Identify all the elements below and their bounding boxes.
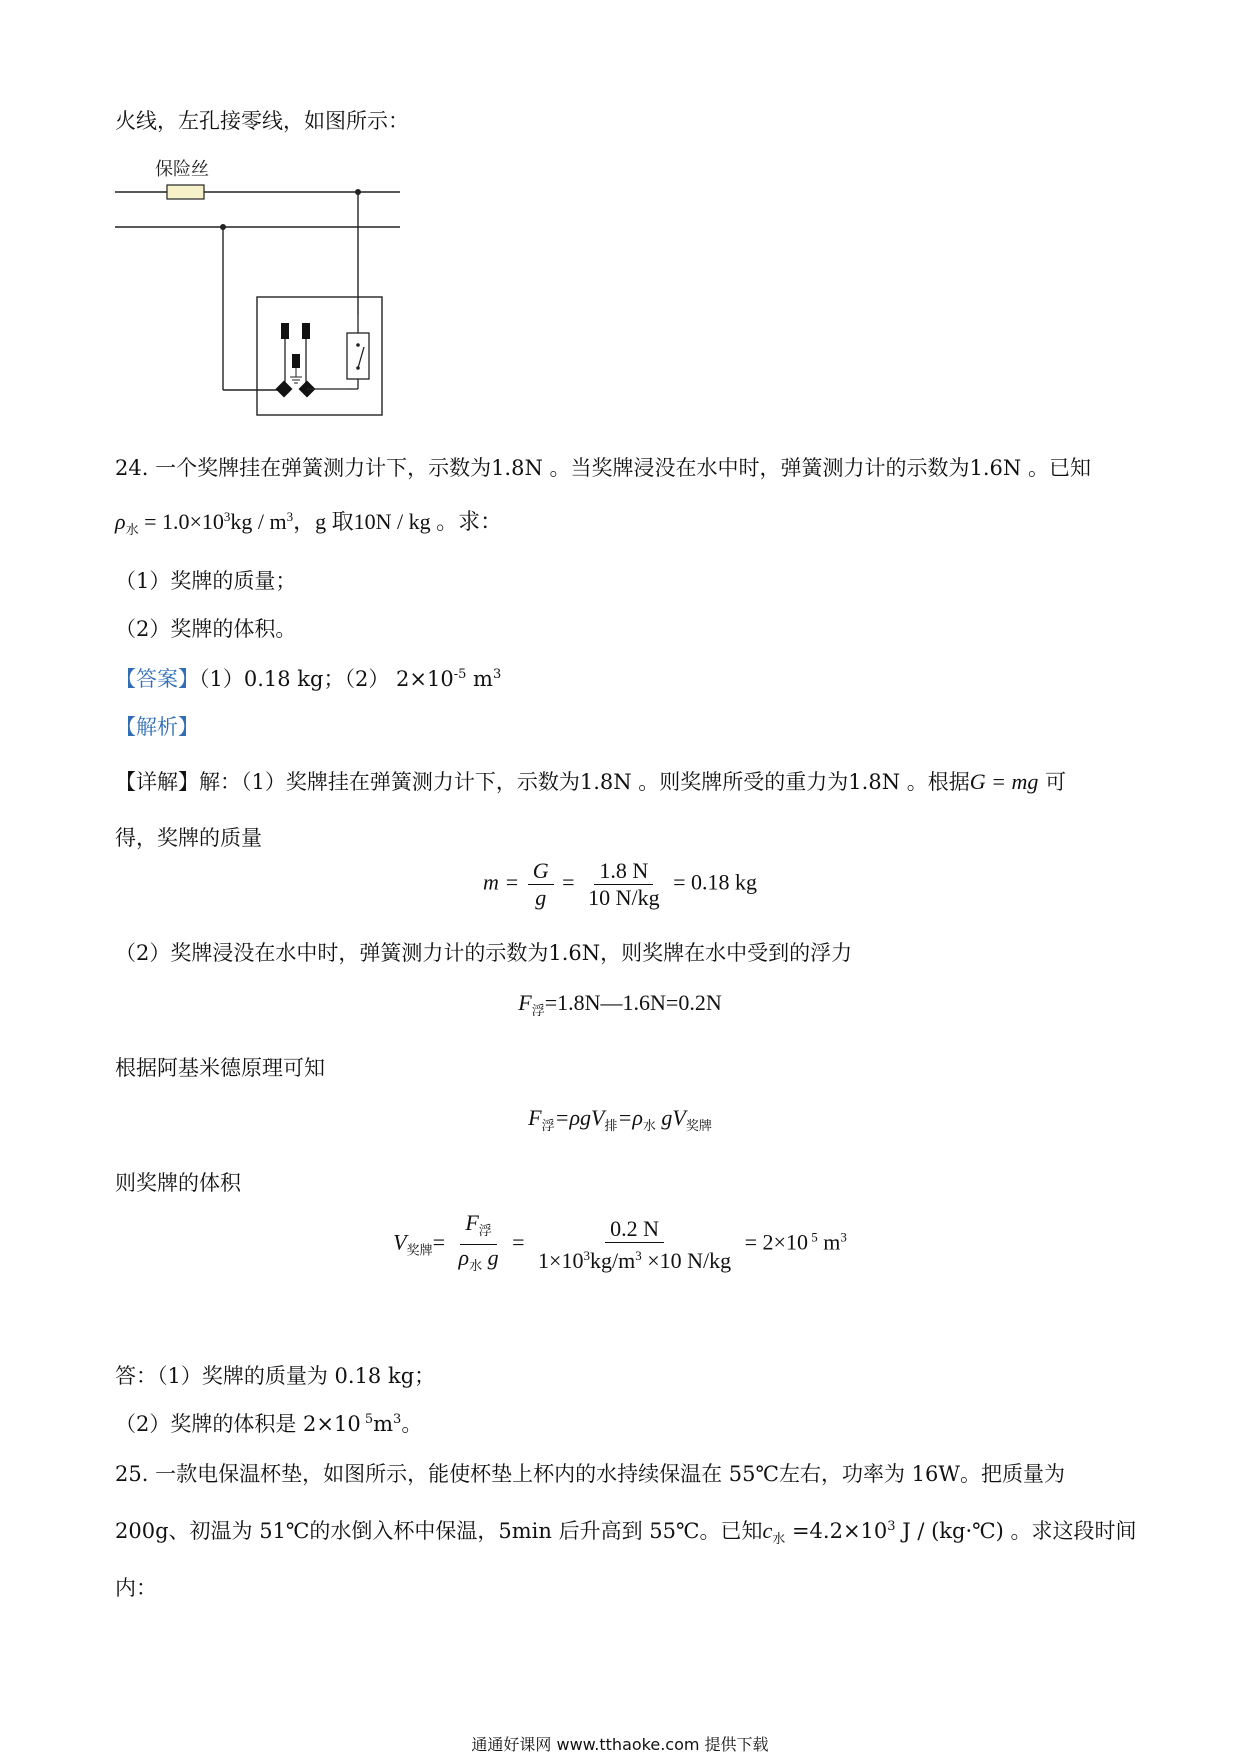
final-answer-2: （2）奖牌的体积是 2×10 $^5m^3$。 <box>115 1412 423 1436</box>
q24-stem: 24. 一个奖牌挂在弹簧测力计下，示数为1.8N 。当奖牌浸没在水中时，弹簧测力计的示数为1.6N 。已知 <box>115 456 1091 480</box>
answer-tag: 【答案】 <box>115 667 199 691</box>
circuit-svg <box>110 155 410 425</box>
fuse-label: 保险丝 <box>155 159 209 180</box>
q24-detail-line2: 得，奖牌的质量 <box>115 826 262 850</box>
q25-line3: 内： <box>115 1576 157 1600</box>
final-answer-1: 答：（1）奖牌的质量为 0.18 kg； <box>115 1364 436 1388</box>
analysis-tag: 【解析】 <box>115 715 199 739</box>
volume-text: 则奖牌的体积 <box>115 1171 241 1195</box>
q24-part2: （2）奖牌的体积。 <box>115 617 297 641</box>
q25-line1: 25. 一款电保温杯垫，如图所示，能使杯垫上杯内的水持续保温在 55℃左右，功率为 16W。把质量为 <box>115 1462 1065 1486</box>
page-footer: 通通好课网 www.tthaoke.com 提供下载 <box>471 1735 769 1754</box>
archimedes-text: 根据阿基米德原理可知 <box>115 1056 325 1080</box>
continuation-text: 火线，左孔接零线，如图所示： <box>115 109 409 133</box>
q24-detail-line1: 【详解】解：（1）奖牌挂在弹簧测力计下，示数为1.8N 。则奖牌所受的重力为1.8N 。根据G = mg 可 <box>115 769 1067 794</box>
mass-equation: m = $\frac{G}{g}$ = $\frac{1.8 N}{10 N/kg}$ = 0.18 kg <box>483 858 757 910</box>
socket-terminal-left <box>281 323 289 339</box>
plug-pin-left <box>276 381 293 398</box>
buoyancy-equation: $F_浮=1.8N—1.6N=0.2N$ <box>518 990 722 1018</box>
socket-terminal-right <box>302 323 310 339</box>
earth-terminal <box>292 354 300 368</box>
archimedes-equation: $F_浮=\rho gV_排=\rho_水$ $gV_{奖牌}$ <box>528 1105 712 1133</box>
socket-box <box>257 297 382 415</box>
q25-line2: 200g、初温为 51℃的水倒入杯中保温，5min 后升高到 55℃。已知$c_水 =4.2\times 10^3$ J / (kg·℃) 。求这段时间 <box>115 1518 1137 1547</box>
switch-lever-icon <box>358 347 364 368</box>
socket-wiring-diagram <box>110 155 410 425</box>
q24-part2-text: （2）奖牌浸没在水中时，弹簧测力计的示数为1.6N，则奖牌在水中受到的浮力 <box>115 941 853 965</box>
switch-box <box>347 333 369 379</box>
q24-given: $\rho_水 = 1.0\times 10^3kg / m^3$，g 取10N / kg 。求： <box>115 509 503 537</box>
q24-answer: 【答案】（1）0.18 kg；（2） $2\times 10^{-5}$ $m^3$ <box>115 667 502 691</box>
volume-equation: $V_{奖牌}=$ $\frac{F_浮}{\rho_水 g}$ = $\frac{0.2 N}{1\times 10^3kg/m^3 \times 10 N/kg}$ = 2×10 $^5$ $m^3$ <box>393 1210 847 1273</box>
fuse-icon <box>167 185 204 199</box>
q24-part1: （1）奖牌的质量； <box>115 569 297 593</box>
